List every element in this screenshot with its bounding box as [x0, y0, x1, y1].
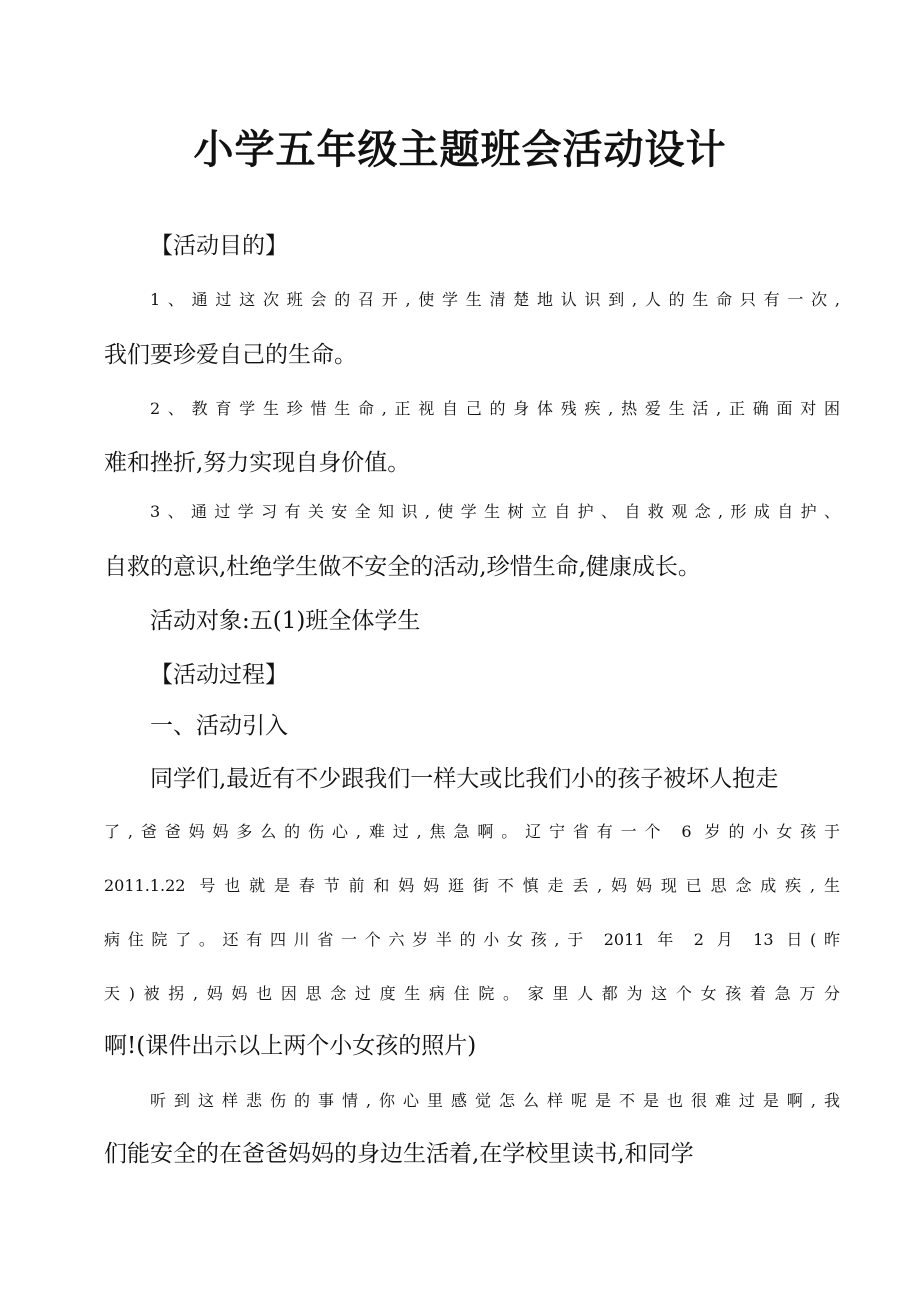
para2-line1: 听到这样悲伤的事情,你心里感觉怎么样呢是不是也很难过是啊,我 [150, 1091, 840, 1110]
para1-line2: 了,爸爸妈妈多么的伤心,难过,焦急啊。辽宁省有一个 6 岁的小女孩于 [104, 822, 840, 841]
para2-line2: 们能安全的在爸爸妈妈的身边生活着,在学校里读书,和同学 [104, 1141, 694, 1167]
item3-line1: 3、通过学习有关安全知识,使学生树立自护、自救观念,形成自护、 [150, 502, 840, 521]
item3-line2: 自救的意识,杜绝学生做不安全的活动,珍惜生命,健康成长。 [104, 554, 701, 580]
activity-target: 活动对象:五(1)班全体学生 [150, 608, 421, 634]
para1-line4: 病住院了。还有四川省一个六岁半的小女孩,于 2011 年 2 月 13 日(昨 [104, 930, 840, 949]
para1-line3: 2011.1.22 号也就是春节前和妈妈逛街不慎走丢,妈妈现已思念成疾,生 [104, 876, 840, 895]
item2-line1: 2、教育学生珍惜生命,正视自己的身体残疾,热爱生活,正确面对困 [150, 399, 840, 418]
process-heading: 【活动过程】 [150, 662, 288, 688]
item1-line2: 我们要珍爱自己的生命。 [104, 342, 357, 368]
para1-line1: 同学们,最近有不少跟我们一样大或比我们小的孩子被坏人抱走 [150, 766, 779, 792]
section1-heading: 一、活动引入 [150, 713, 288, 739]
item2-line2: 难和挫折,努力实现自身价值。 [104, 450, 411, 476]
purpose-heading: 【活动目的】 [150, 233, 288, 259]
para1-line6: 啊!(课件出示以上两个小女孩的照片) [104, 1033, 477, 1059]
para1-line5: 天)被拐,妈妈也因思念过度生病住院。家里人都为这个女孩着急万分 [104, 984, 840, 1003]
document-title: 小学五年级主题班会活动设计 [193, 127, 727, 173]
item1-line1: 1、通过这次班会的召开,使学生清楚地认识到,人的生命只有一次, [150, 290, 840, 309]
